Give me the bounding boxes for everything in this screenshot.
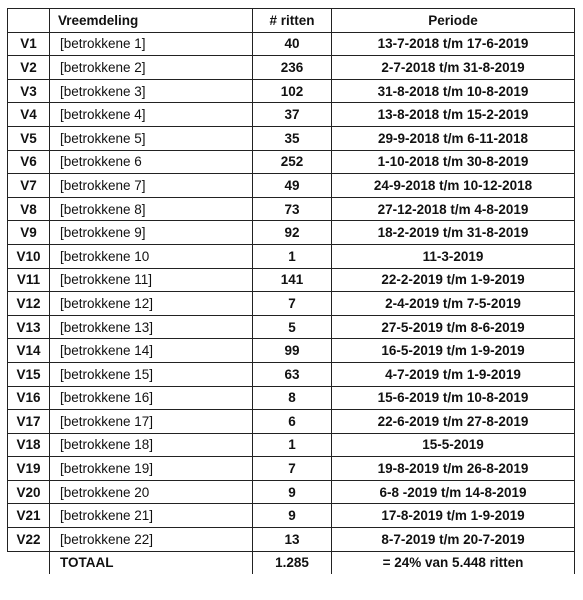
row-id: V1 — [8, 32, 50, 56]
row-name: [betrokkene 22] — [50, 528, 253, 552]
row-name: [betrokkene 15] — [50, 362, 253, 386]
table-row — [8, 457, 575, 481]
table-row — [8, 103, 575, 127]
row-periode: 11-3-2019 — [332, 244, 575, 268]
total-row — [8, 551, 575, 574]
row-ritten: 7 — [253, 292, 332, 316]
total-id-cell — [8, 551, 50, 574]
row-periode: 15-6-2019 t/m 10-8-2019 — [332, 386, 575, 410]
row-name: [betrokkene 8] — [50, 197, 253, 221]
row-ritten: 35 — [253, 126, 332, 150]
table-row — [8, 79, 575, 103]
table-row — [8, 315, 575, 339]
row-id: V20 — [8, 480, 50, 504]
table-row — [8, 244, 575, 268]
table-row — [8, 197, 575, 221]
total-ritten: 1.285 — [253, 551, 332, 574]
row-periode: 13-7-2018 t/m 17-6-2019 — [332, 32, 575, 56]
table-row — [8, 268, 575, 292]
row-periode: 22-2-2019 t/m 1-9-2019 — [332, 268, 575, 292]
header-row — [8, 9, 575, 33]
table-row — [8, 56, 575, 80]
row-id: V19 — [8, 457, 50, 481]
row-ritten: 99 — [253, 339, 332, 363]
row-ritten: 13 — [253, 528, 332, 552]
row-ritten: 9 — [253, 480, 332, 504]
row-periode: 1-10-2018 t/m 30-8-2019 — [332, 150, 575, 174]
row-name: [betrokkene 10 — [50, 244, 253, 268]
table-row — [8, 221, 575, 245]
row-periode: 15-5-2019 — [332, 433, 575, 457]
row-name: [betrokkene 18] — [50, 433, 253, 457]
row-id: V12 — [8, 292, 50, 316]
table-body — [8, 32, 575, 551]
table-row — [8, 126, 575, 150]
row-id: V4 — [8, 103, 50, 127]
table-row — [8, 150, 575, 174]
total-periode: = 24% van 5.448 ritten — [332, 551, 575, 574]
row-name: [betrokkene 17] — [50, 410, 253, 434]
table-row — [8, 410, 575, 434]
row-name: [betrokkene 11] — [50, 268, 253, 292]
row-name: [betrokkene 14] — [50, 339, 253, 363]
row-id: V5 — [8, 126, 50, 150]
row-ritten: 252 — [253, 150, 332, 174]
table-row — [8, 480, 575, 504]
row-id: V14 — [8, 339, 50, 363]
row-name: [betrokkene 3] — [50, 79, 253, 103]
row-id: V13 — [8, 315, 50, 339]
row-id: V6 — [8, 150, 50, 174]
row-name: [betrokkene 21] — [50, 504, 253, 528]
table-row — [8, 504, 575, 528]
row-periode: 19-8-2019 t/m 26-8-2019 — [332, 457, 575, 481]
row-id: V7 — [8, 174, 50, 198]
row-id: V17 — [8, 410, 50, 434]
row-ritten: 236 — [253, 56, 332, 80]
row-id: V10 — [8, 244, 50, 268]
total-label: TOTAAL — [50, 551, 253, 574]
row-ritten: 37 — [253, 103, 332, 127]
table-row — [8, 292, 575, 316]
row-id: V11 — [8, 268, 50, 292]
header-ritten: # ritten — [253, 9, 332, 33]
row-name: [betrokkene 13] — [50, 315, 253, 339]
row-ritten: 8 — [253, 386, 332, 410]
row-name: [betrokkene 20 — [50, 480, 253, 504]
row-name: [betrokkene 5] — [50, 126, 253, 150]
row-id: V21 — [8, 504, 50, 528]
row-periode: 27-5-2019 t/m 8-6-2019 — [332, 315, 575, 339]
row-name: [betrokkene 2] — [50, 56, 253, 80]
row-name: [betrokkene 4] — [50, 103, 253, 127]
table-row — [8, 528, 575, 552]
rides-table — [7, 8, 575, 574]
row-periode: 16-5-2019 t/m 1-9-2019 — [332, 339, 575, 363]
row-periode: 18-2-2019 t/m 31-8-2019 — [332, 221, 575, 245]
row-name: [betrokkene 19] — [50, 457, 253, 481]
row-ritten: 92 — [253, 221, 332, 245]
table-row — [8, 386, 575, 410]
table-row — [8, 433, 575, 457]
header-vreemdeling: Vreemdeling — [50, 9, 253, 33]
row-periode: 13-8-2018 t/m 15-2-2019 — [332, 103, 575, 127]
row-name: [betrokkene 12] — [50, 292, 253, 316]
row-periode: 29-9-2018 t/m 6-11-2018 — [332, 126, 575, 150]
row-periode: 4-7-2019 t/m 1-9-2019 — [332, 362, 575, 386]
table-row — [8, 32, 575, 56]
header-periode: Periode — [332, 9, 575, 33]
row-name: [betrokkene 1] — [50, 32, 253, 56]
row-id: V22 — [8, 528, 50, 552]
row-periode: 17-8-2019 t/m 1-9-2019 — [332, 504, 575, 528]
row-ritten: 6 — [253, 410, 332, 434]
row-ritten: 1 — [253, 244, 332, 268]
row-ritten: 7 — [253, 457, 332, 481]
row-ritten: 63 — [253, 362, 332, 386]
row-id: V9 — [8, 221, 50, 245]
row-name: [betrokkene 16] — [50, 386, 253, 410]
table-row — [8, 339, 575, 363]
row-periode: 27-12-2018 t/m 4-8-2019 — [332, 197, 575, 221]
row-id: V8 — [8, 197, 50, 221]
row-name: [betrokkene 6 — [50, 150, 253, 174]
row-id: V2 — [8, 56, 50, 80]
row-periode: 2-4-2019 t/m 7-5-2019 — [332, 292, 575, 316]
row-periode: 2-7-2018 t/m 31-8-2019 — [332, 56, 575, 80]
row-ritten: 5 — [253, 315, 332, 339]
row-periode: 8-7-2019 t/m 20-7-2019 — [332, 528, 575, 552]
row-ritten: 102 — [253, 79, 332, 103]
row-ritten: 40 — [253, 32, 332, 56]
row-id: V15 — [8, 362, 50, 386]
row-ritten: 9 — [253, 504, 332, 528]
row-periode: 6-8 -2019 t/m 14-8-2019 — [332, 480, 575, 504]
row-id: V16 — [8, 386, 50, 410]
row-periode: 31-8-2018 t/m 10-8-2019 — [332, 79, 575, 103]
table-row — [8, 362, 575, 386]
row-id: V3 — [8, 79, 50, 103]
row-ritten: 49 — [253, 174, 332, 198]
row-id: V18 — [8, 433, 50, 457]
row-ritten: 1 — [253, 433, 332, 457]
row-name: [betrokkene 9] — [50, 221, 253, 245]
row-periode: 24-9-2018 t/m 10-12-2018 — [332, 174, 575, 198]
row-ritten: 73 — [253, 197, 332, 221]
row-periode: 22-6-2019 t/m 27-8-2019 — [332, 410, 575, 434]
header-id — [8, 9, 50, 33]
table-row — [8, 174, 575, 198]
row-ritten: 141 — [253, 268, 332, 292]
row-name: [betrokkene 7] — [50, 174, 253, 198]
